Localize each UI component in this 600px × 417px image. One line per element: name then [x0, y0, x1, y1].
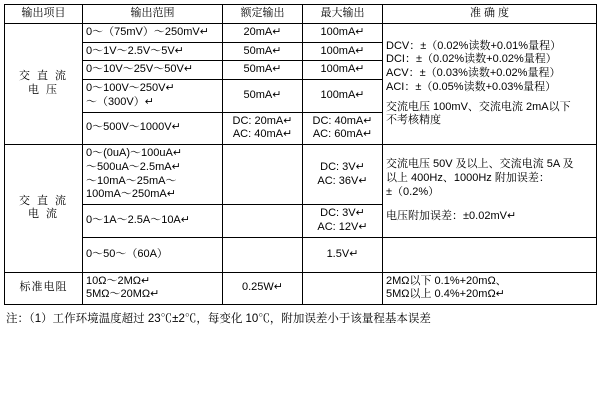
header-cell-max: 最大输出 — [303, 5, 383, 24]
max-cell: 100mA↵ — [303, 80, 383, 113]
max-cell — [303, 112, 383, 145]
rated-cell — [223, 145, 303, 205]
range-cell — [83, 272, 223, 305]
header-cell-accuracy: 准 确 度 — [383, 5, 597, 24]
range-line: 5MΩ～20MΩ↵ — [86, 288, 160, 301]
accuracy-line: 交流电压 100mV、交流电流 2mA以下 — [386, 100, 571, 113]
range-line: ～500uA～2.5mA↵ — [86, 160, 181, 173]
max-line: AC: 60mA↵ — [312, 128, 373, 141]
range-cell — [83, 80, 223, 113]
range-line: 0～100V～250V↵ — [86, 82, 175, 94]
footnote: 注：（1）工作环境温度超过 23℃±2℃，每变化 10℃，附加误差小于该量程基本误差 — [6, 313, 431, 325]
accuracy-cell-resistance — [383, 272, 597, 305]
accuracy-line: 2MΩ以下 0.1%+20mΩ、 — [386, 274, 507, 287]
accuracy-line: DCI：±（0.02%读数+0.02%量程） — [386, 53, 557, 66]
max-line: DC: 40mA↵ — [312, 114, 373, 127]
accuracy-line: 电压附加误差：±0.02mV↵ — [386, 209, 517, 222]
max-line: AC: 12V↵ — [317, 220, 368, 233]
section-label-line: 电 流 — [27, 208, 60, 221]
max-cell — [303, 145, 383, 205]
max-cell: 1.5V↵ — [303, 237, 383, 272]
range-cell: 0～50～（60A） — [83, 237, 223, 272]
accuracy-line: 交流电压 50V 及以上、交流电流 5A 及 — [386, 158, 574, 171]
range-cell: 0～500V～1000V↵ — [83, 112, 223, 145]
range-cell: 0～1V～2.5V～5V↵ — [83, 42, 223, 61]
rated-cell: 0.25W↵ — [223, 272, 303, 305]
header-cell-range: 输出范围 — [83, 5, 223, 24]
accuracy-cell-empty — [383, 237, 597, 272]
table-row — [5, 23, 597, 42]
table-row — [5, 237, 597, 272]
rated-cell: 50mA↵ — [223, 80, 303, 113]
range-cell: 0～1A～2.5A～10A↵ — [83, 205, 223, 238]
range-line: 10Ω～2MΩ↵ — [86, 274, 151, 287]
max-line: DC: 3V↵ — [320, 207, 365, 219]
table-row — [5, 272, 597, 305]
range-line: ～（300V）↵ — [86, 95, 154, 108]
max-cell: 100mA↵ — [303, 61, 383, 80]
header-cell-item: 输出项目 — [5, 5, 83, 24]
accuracy-line: ACI：±（0.05%读数+0.03%量程） — [386, 80, 557, 93]
max-line: DC: 3V↵ — [320, 160, 365, 173]
section-label-current — [5, 145, 83, 273]
table-row — [5, 145, 597, 205]
table-header-row — [5, 5, 597, 24]
max-cell: 100mA↵ — [303, 42, 383, 61]
accuracy-line: DCV：±（0.02%读数+0.01%量程） — [386, 39, 562, 52]
rated-cell: 50mA↵ — [223, 42, 303, 61]
rated-cell — [223, 237, 303, 272]
section-label-line: 交 直 流 — [18, 194, 69, 207]
section-label-voltage — [5, 23, 83, 144]
section-label-line: 电 压 — [27, 83, 60, 96]
accuracy-cell-current — [383, 145, 597, 238]
header-cell-rated: 额定输出 — [223, 5, 303, 24]
accuracy-line: ACV：±（0.03%读数+0.02%量程） — [386, 67, 561, 80]
range-cell: 0～10V～25V～50V↵ — [83, 61, 223, 80]
section-label-line: 交 直 流 — [18, 70, 69, 83]
accuracy-line: 5MΩ以上 0.4%+20mΩ↵ — [386, 288, 505, 301]
max-cell — [303, 205, 383, 238]
accuracy-line: 不考核精度 — [386, 114, 441, 127]
max-line: AC: 36V↵ — [317, 174, 368, 187]
rated-cell: 50mA↵ — [223, 61, 303, 80]
section-label-resistance: 标准电阻 — [5, 272, 83, 305]
range-line: ～10mA～25mA～ — [86, 174, 177, 187]
accuracy-line: ±（0.2%） — [386, 185, 440, 198]
rated-cell — [223, 205, 303, 238]
accuracy-line: 以上 400Hz、1000Hz 附加误差： — [386, 172, 550, 184]
max-cell: 100mA↵ — [303, 23, 383, 42]
range-line: 100mA～250mA↵ — [86, 188, 176, 201]
rated-cell: 20mA↵ — [223, 23, 303, 42]
range-line: 0～(0uA)～100uA↵ — [86, 147, 183, 159]
specification-table — [4, 4, 597, 305]
range-cell: 0～（75mV）～250mV↵ — [83, 23, 223, 42]
rated-line: DC: 20mA↵ — [232, 114, 293, 127]
rated-line: AC: 40mA↵ — [232, 128, 293, 141]
rated-cell — [223, 112, 303, 145]
max-cell — [303, 272, 383, 305]
range-cell — [83, 145, 223, 205]
accuracy-cell-voltage — [383, 23, 597, 144]
